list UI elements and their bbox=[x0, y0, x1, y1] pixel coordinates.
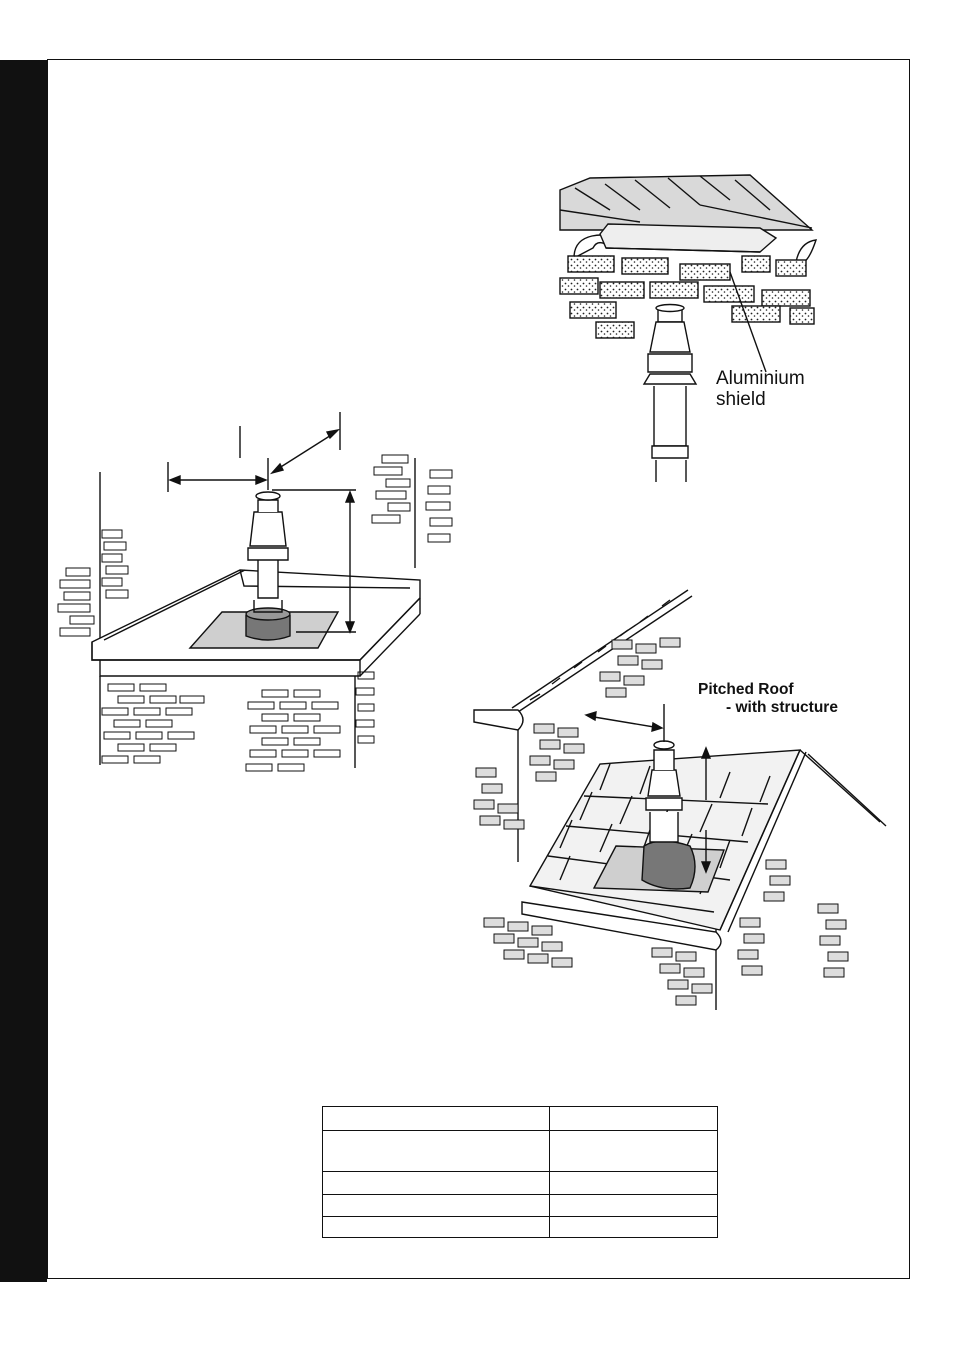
pitched-roof-label bbox=[698, 681, 838, 717]
eaves-figure bbox=[560, 175, 816, 482]
table-cell bbox=[550, 1217, 718, 1238]
pitched-roof-figure bbox=[474, 590, 886, 1010]
table-row bbox=[323, 1172, 718, 1195]
table-cell bbox=[323, 1217, 550, 1238]
aluminium-shield-label-line2: shield bbox=[716, 389, 766, 410]
table-row bbox=[323, 1131, 718, 1172]
flat-roof-figure bbox=[58, 412, 452, 771]
table-cell bbox=[323, 1107, 550, 1131]
pitched-roof-label-line2: - with structure bbox=[726, 699, 838, 716]
table-cell bbox=[550, 1195, 718, 1217]
table-cell bbox=[550, 1172, 718, 1195]
table-cell bbox=[550, 1131, 718, 1172]
table-cell bbox=[323, 1131, 550, 1172]
table-cell bbox=[550, 1107, 718, 1131]
table-cell bbox=[323, 1172, 550, 1195]
pitched-roof-label-line1: Pitched Roof bbox=[698, 681, 794, 698]
aluminium-shield-label bbox=[716, 368, 805, 410]
aluminium-shield-label-line1: Aluminium bbox=[716, 368, 805, 389]
table-cell bbox=[323, 1195, 550, 1217]
table-row bbox=[323, 1217, 718, 1238]
table-row bbox=[323, 1195, 718, 1217]
spec-table bbox=[322, 1106, 718, 1238]
table-row bbox=[323, 1107, 718, 1131]
